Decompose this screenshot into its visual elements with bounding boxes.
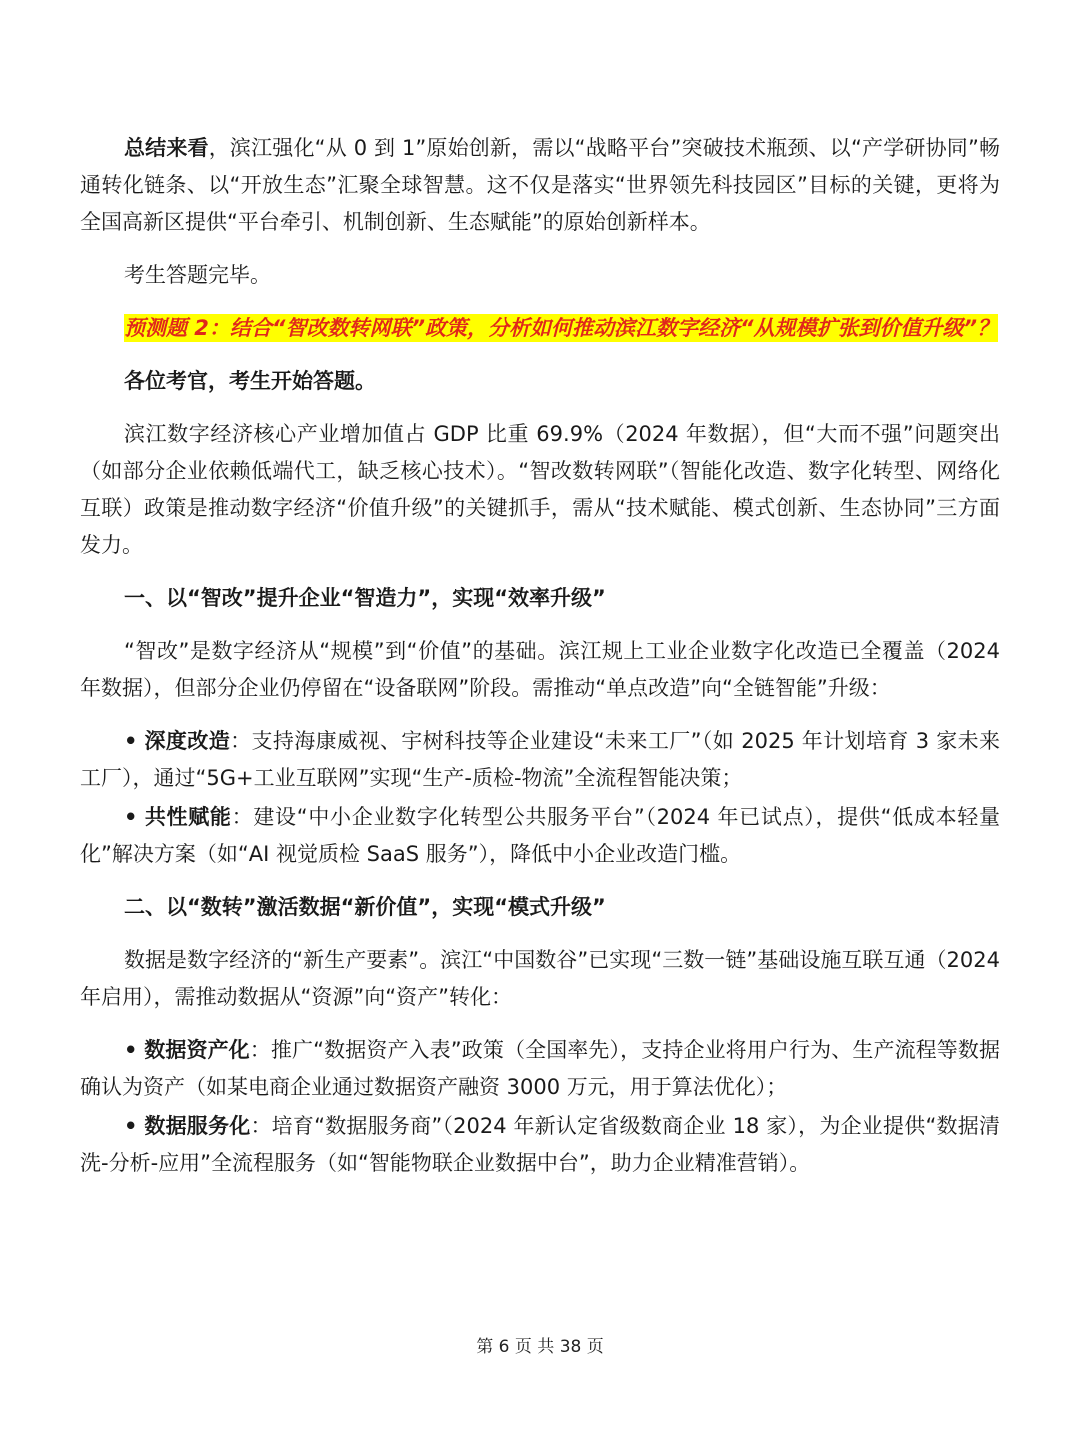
bullet-icon: • (124, 805, 138, 829)
section2-heading: 二、以“数转”激活数据“新价值”，实现“模式升级” (124, 895, 606, 919)
bullet-title: 数据资产化 (144, 1038, 250, 1062)
section1-heading: 一、以“智改”提升企业“智造力”，实现“效率升级” (124, 586, 606, 610)
section2-bullet (80, 1032, 1000, 1106)
section1-bullet (80, 723, 1000, 797)
document-page (80, 130, 1000, 1182)
section2-bullet (80, 1108, 1000, 1182)
answer-end-text: 考生答题完毕。 (124, 263, 271, 287)
summary-paragraph (80, 130, 1000, 241)
bullet-text: ：支持海康威视、宇树科技等企业建设“未来工厂”（如 2025 年计划培育 3 家未来工厂），通过“5G+工业互联网”实现“生产-质检-物流”全流程智能决策； (80, 729, 1001, 790)
bullet-title: 深度改造 (144, 729, 231, 753)
section1-bullet (80, 799, 1000, 873)
bullet-text: ：培育“数据服务商”（2024 年新认定省级数商企业 18 家），为企业提供“数据清洗-分析-应用”全流程服务（如“智能物联企业数据中台”，助力企业精准营销）。 (80, 1114, 1001, 1175)
section2-body: 数据是数字经济的“新生产要素”。滨江“中国数谷”已实现“三数一链”基础设施互联互通（2024 年启用），需推动数据从“资源”向“资产”转化： (80, 948, 1000, 1009)
greeting-text: 各位考官，考生开始答题。 (124, 369, 376, 393)
bullet-title: 共性赋能 (144, 805, 232, 829)
question-heading (80, 310, 1000, 347)
summary-lead: 总结来看 (124, 136, 209, 160)
question-text: 预测题 2：结合“智改数转网联”政策，分析如何推动滨江数字经济“从规模扩张到价值升级”？ (124, 316, 999, 340)
bullet-icon: • (124, 1114, 138, 1138)
summary-text: ，滨江强化“从 0 到 1”原始创新，需以“战略平台”突破技术瓶颈、以“产学研协同”畅通转化链条、以“开放生态”汇聚全球智慧。这不仅是落实“世界领先科技园区”目标的关键，更将为全国高新区提供“平台牵引、机制创新、生态赋能”的原始创新样本。 (80, 136, 1000, 234)
bullet-icon: • (124, 729, 138, 753)
bullet-text: ：建设“中小企业数字化转型公共服务平台”（2024 年已试点），提供“低成本轻量化”解决方案（如“AI 视觉质检 SaaS 服务”），降低中小企业改造门槛。 (80, 805, 1000, 866)
page-number-footer: 第 6 页 共 38 页 (476, 1337, 604, 1357)
section1-body: “智改”是数字经济从“规模”到“价值”的基础。滨江规上工业企业数字化改造已全覆盖（2024 年数据），但部分企业仍停留在“设备联网”阶段。需推动“单点改造”向“全链智能”升级： (80, 639, 1000, 700)
bullet-text: ：推广“数据资产入表”政策（全国率先），支持企业将用户行为、生产流程等数据确认为资产（如某电商企业通过数据资产融资 3000 万元，用于算法优化）； (80, 1038, 1001, 1099)
bullet-title: 数据服务化 (144, 1114, 251, 1138)
intro-paragraph: 滨江数字经济核心产业增加值占 GDP 比重 69.9%（2024 年数据），但“大而不强”问题突出（如部分企业依赖低端代工，缺乏核心技术）。“智改数转网联”（智能化改造、数字化转型、网络化互联）政策是推动数字经济“价值升级”的关键抓手，需从“技术赋能、模式创新、生态协同”三方面发力。 (80, 422, 1000, 557)
bullet-icon: • (124, 1038, 138, 1062)
